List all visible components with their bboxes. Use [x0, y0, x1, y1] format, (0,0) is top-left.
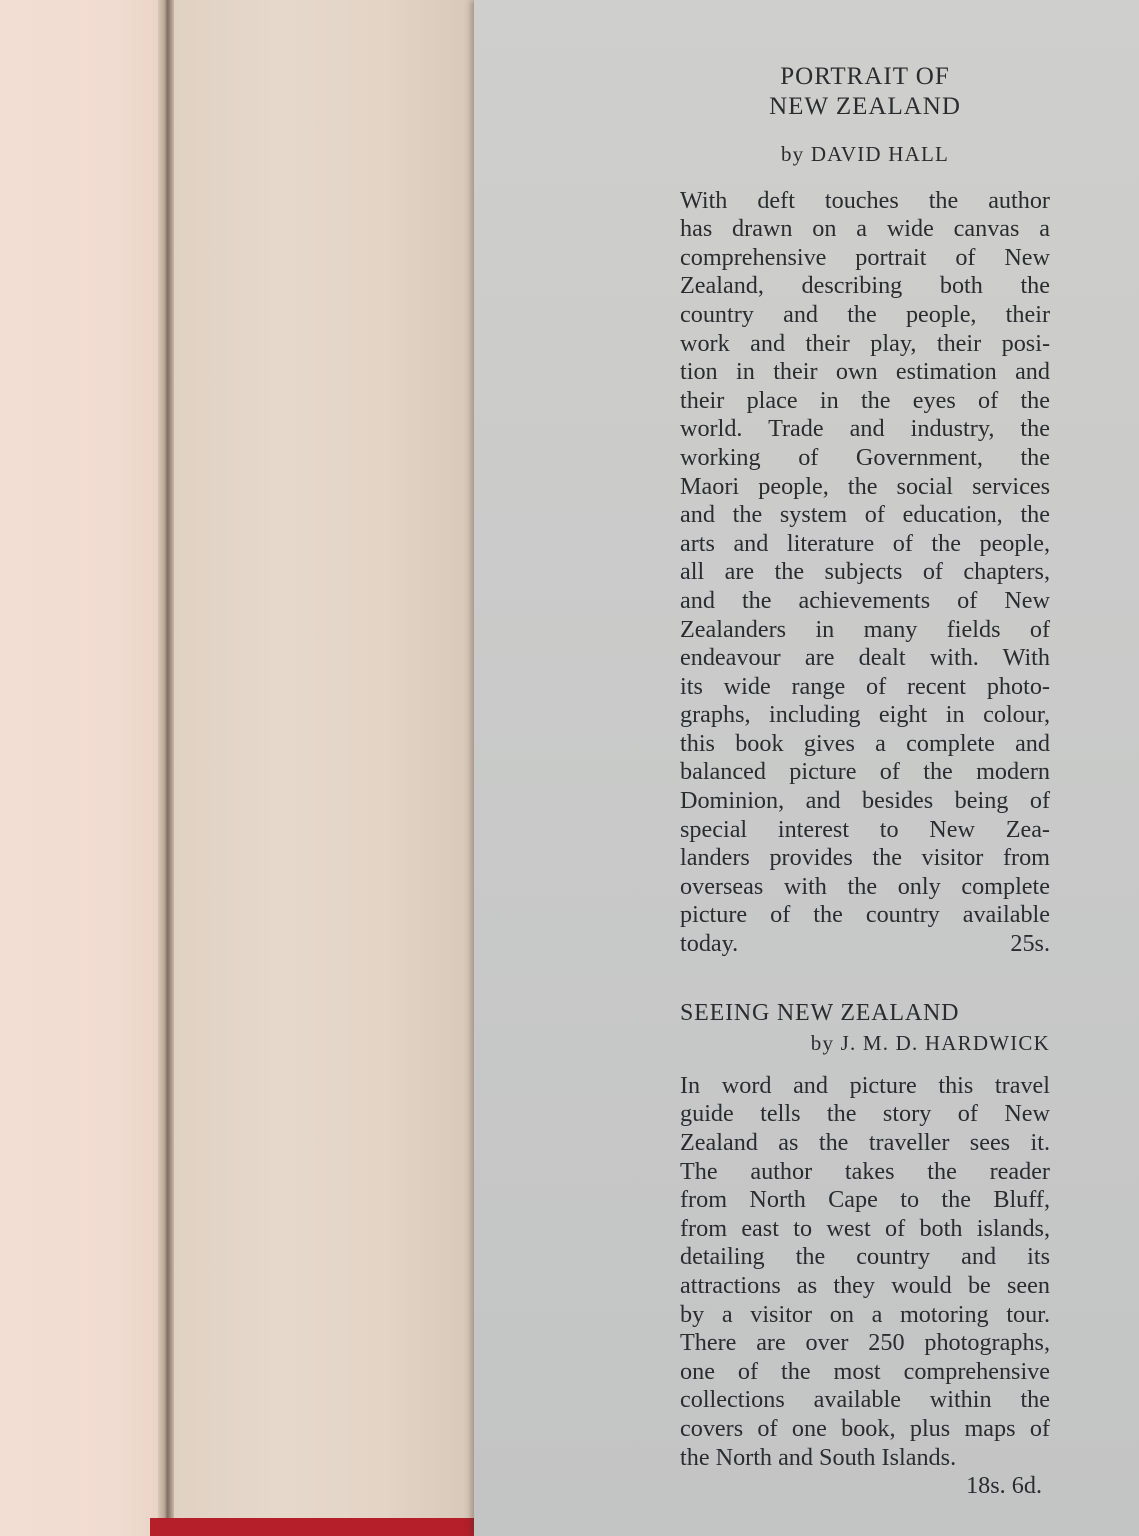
- book2-line: The author takes the reader: [680, 1157, 1050, 1185]
- red-cloth-edge: [150, 1518, 480, 1536]
- book1-line: has drawn on a wide canvas a: [680, 215, 1050, 243]
- book1-line: their place in the eyes of the: [680, 386, 1050, 414]
- book1-line: and the achievements of New: [680, 586, 1050, 614]
- book1-line: comprehensive portrait of New: [680, 243, 1050, 271]
- book1-line: landers provides the visitor from: [680, 844, 1050, 872]
- book-listing-seeing: [680, 999, 1050, 1501]
- book2-title: SEEING NEW ZEALAND: [680, 999, 960, 1026]
- book2-line: detailing the country and its: [680, 1243, 1050, 1271]
- book1-line: work and their play, their posi-: [680, 329, 1050, 357]
- book1-line: graphs, including eight in colour,: [680, 701, 1050, 729]
- cover-edge: [158, 0, 174, 1536]
- book1-last-word: today.: [680, 930, 739, 958]
- book1-line: Maori people, the social services: [680, 472, 1050, 500]
- book1-line: world. Trade and industry, the: [680, 415, 1050, 443]
- book1-title-line1: PORTRAIT OF: [780, 63, 950, 90]
- book2-line: the North and South Islands.: [680, 1443, 957, 1471]
- book1-title: [680, 62, 1050, 122]
- book1-line: overseas with the only complete: [680, 872, 1050, 900]
- book1-price-line: [680, 930, 1050, 959]
- book1-line: country and the people, their: [680, 300, 1050, 328]
- book2-line: from east to west of both islands,: [680, 1214, 1050, 1242]
- dust-jacket-flap: [474, 0, 1139, 1536]
- book1-line: picture of the country available: [680, 901, 1050, 929]
- book1-line: balanced picture of the modern: [680, 758, 1050, 786]
- book2-line: In word and picture this travel: [680, 1071, 1050, 1099]
- book-listing-portrait: [680, 62, 1050, 959]
- flap-text-column: [680, 62, 1050, 1501]
- book1-line: and the system of education, the: [680, 501, 1050, 529]
- book1-line: endeavour are dealt with. With: [680, 644, 1050, 672]
- book1-line: its wide range of recent photo-: [680, 672, 1050, 700]
- book2-line: Zealand as the traveller sees it.: [680, 1129, 1050, 1156]
- book2-line: guide tells the story of New: [680, 1100, 1050, 1128]
- book1-line: all are the subjects of chapters,: [680, 558, 1050, 586]
- book1-line: tion in their own estimation and: [680, 358, 1050, 386]
- book2-price: 18s. 6d.: [966, 1472, 1042, 1500]
- book1-description: [680, 187, 1050, 930]
- book2-line: covers of one book, plus maps of: [680, 1414, 1050, 1442]
- book1-line: Zealand, describing both the: [680, 272, 1050, 300]
- book2-byline: by J. M. D. HARDWICK: [810, 1031, 1050, 1056]
- book1-line: arts and literature of the people,: [680, 529, 1050, 557]
- book1-line: special interest to New Zea-: [680, 815, 1050, 843]
- book1-line: With deft touches the author: [680, 186, 1050, 214]
- endpaper: [0, 0, 165, 1536]
- book-board: [174, 0, 474, 1536]
- book1-line: Zealanders in many fields of: [680, 615, 1050, 643]
- book2-line: from North Cape to the Bluff,: [680, 1186, 1050, 1214]
- book1-price: 25s.: [1010, 930, 1050, 958]
- book1-title-line2: NEW ZEALAND: [769, 93, 961, 120]
- book2-line: one of the most comprehensive: [680, 1357, 1050, 1385]
- book2-line: attractions as they would be seen: [680, 1271, 1050, 1299]
- book2-description: [680, 1072, 1050, 1472]
- book1-byline: by DAVID HALL: [780, 142, 950, 166]
- book2-line: There are over 250 photographs,: [680, 1329, 1050, 1357]
- book2-line: collections available within the: [680, 1386, 1050, 1414]
- book1-line: this book gives a complete and: [680, 729, 1050, 757]
- book1-line: Dominion, and besides being of: [680, 787, 1050, 815]
- book2-line: by a visitor on a motoring tour.: [680, 1300, 1050, 1328]
- book1-line: working of Government, the: [680, 443, 1050, 471]
